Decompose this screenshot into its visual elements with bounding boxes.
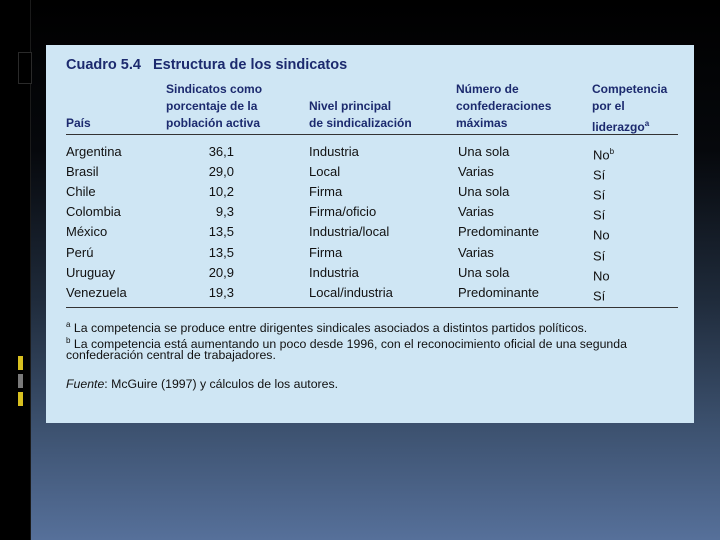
table-row: Venezuela 19,3 Local/industria Predominante Sí xyxy=(66,285,606,304)
header-competition: Competencia por el liderazgo$^a$ xyxy=(592,82,668,134)
footnote-a: $^a$ La competencia se produce entre dirigentes sindicales asociados a distintos partidos políticos. xyxy=(66,320,588,336)
header-divider xyxy=(66,134,678,135)
table-row: Argentina 36,1 Industria Una sola No$^b$ xyxy=(66,144,615,163)
header-level: Nivel principal de sindicalización xyxy=(309,99,412,130)
table-title-text: Estructura de los sindicatos xyxy=(152,57,348,73)
table-number: Cuadro 5.4 xyxy=(66,57,141,73)
table-row: Perú 13,5 Firma Varias Sí xyxy=(66,245,606,264)
footnote-b-continued: confederación central de trabajadores. xyxy=(66,348,276,362)
header-confederations: Número de confederaciones máximas xyxy=(456,82,552,130)
table-row: Colombia 9,3 Firma/oficio Varias Sí xyxy=(66,204,606,223)
source-note xyxy=(66,377,338,391)
table-row: Brasil 29,0 Local Varias Sí xyxy=(66,164,606,183)
table-row: México 13,5 Industria/local Predominante No xyxy=(66,224,610,243)
header-percentage: Sindicatos como porcentaje de la población activa xyxy=(166,82,263,130)
header-country: País xyxy=(66,116,91,130)
footer-divider xyxy=(66,307,678,308)
accent-bar-yellow xyxy=(18,392,23,406)
table-card xyxy=(46,45,694,423)
source-label: Fuente xyxy=(66,377,105,391)
accent-bar-grey xyxy=(18,374,23,388)
accent-bar-yellow xyxy=(18,356,23,370)
table-row: Chile 10,2 Firma Una sola Sí xyxy=(66,184,606,203)
table-row: Uruguay 20,9 Industria Una sola No xyxy=(66,265,610,284)
source-text: : McGuire (1997) y cálculos de los autores. xyxy=(104,377,339,391)
footnote-b: $^b$ La competencia está aumentando un poco desde 1996, con el reconocimiento oficial de una segunda xyxy=(66,336,627,352)
slide-marker xyxy=(18,52,32,84)
table-title xyxy=(66,57,347,73)
